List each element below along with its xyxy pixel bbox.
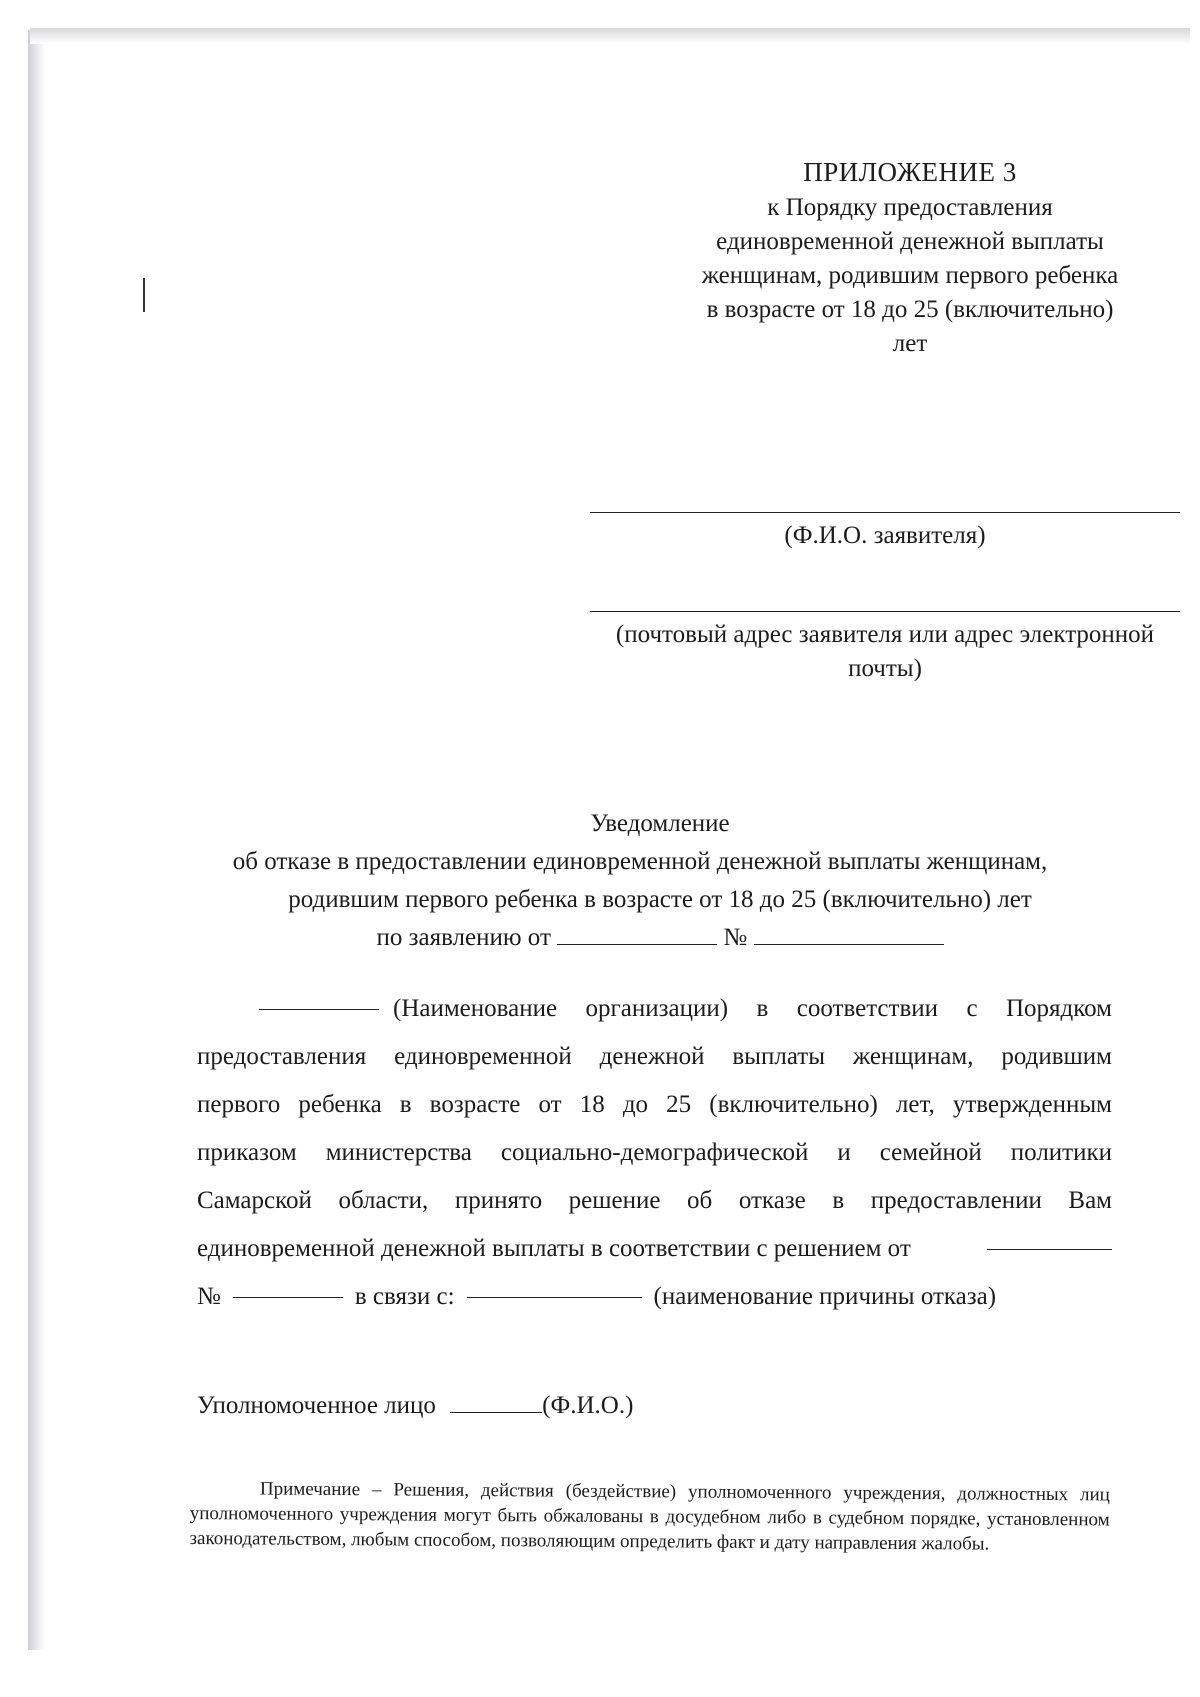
authorized-name-caption: (Ф.И.О.) [542, 1392, 634, 1419]
scan-edge-top [30, 28, 1190, 44]
authorized-label: Уполномоченное лицо [197, 1392, 436, 1419]
decision-number-sign: № [197, 1283, 221, 1310]
applicant-name-caption: (Ф.И.О. заявителя) [784, 522, 986, 549]
refusal-reason-blank[interactable] [467, 1273, 642, 1298]
appendix-line: лет [892, 330, 928, 357]
footnote [189, 1476, 1110, 1557]
margin-mark [143, 278, 145, 312]
body-line: Самарской области, принято решение об отказе в предоставлении Вам [197, 1187, 1112, 1214]
applicant-address-block [590, 611, 1180, 686]
body-line-text: (Наименование организации) в соответствии с Порядком [393, 995, 1112, 1022]
body-line: приказом министерства социально-демографической и семейной политики [197, 1139, 1112, 1166]
body-line [197, 1225, 1112, 1273]
authorized-person [197, 1388, 633, 1420]
appendix-line: к Порядку предоставления [767, 194, 1053, 221]
refusal-reason-caption: (наименование причины отказа) [653, 1283, 997, 1310]
notice-heading [160, 805, 1160, 957]
application-date-blank[interactable] [557, 920, 717, 945]
appendix-title: ПРИЛОЖЕНИЕ 3 [803, 157, 1017, 187]
appendix-line: в возрасте от 18 до 25 (включительно) [706, 296, 1114, 323]
appendix-line: женщинам, родившим первого ребенка [701, 262, 1119, 289]
applicant-address-caption-cont: почты) [848, 655, 922, 682]
applicant-name-block [590, 512, 1180, 553]
applicant-name-line[interactable] [590, 512, 1180, 513]
notice-title: Уведомление [590, 810, 730, 837]
notice-subtitle-line: родившим первого ребенка в возрасте от 18 до 25 (включительно) лет [288, 886, 1032, 913]
decision-date-blank[interactable] [987, 1225, 1112, 1250]
footnote-text: Примечание – Решения, действия (бездействие) уполномоченного учреждения, должностных лиц уполномоченного учреждения могут быть обжалованы в досудебном либо в судебном порядке, установленном законодательством, любым способом, позволяющим определить факт и дату направления жалобы. [189, 1478, 1110, 1555]
authorized-signature-blank[interactable] [450, 1388, 542, 1413]
appendix-line: единовременной денежной выплаты [716, 228, 1104, 255]
body-line-text: единовременной денежной выплаты в соответствии с решением от [197, 1235, 911, 1262]
appendix-block [660, 155, 1160, 361]
decision-number-blank[interactable] [233, 1273, 343, 1298]
body-line [197, 985, 1112, 1033]
scan-edge-left [28, 30, 46, 1650]
applicant-address-line[interactable] [590, 611, 1180, 612]
notice-body [197, 985, 1112, 1321]
applicant-address-caption: (почтовый адрес заявителя или адрес электронной [615, 621, 1155, 648]
application-number-sign: № [723, 924, 748, 951]
application-number-blank[interactable] [754, 920, 944, 945]
application-prefix: по заявлению от [376, 924, 551, 951]
body-line: предоставления единовременной денежной выплаты женщинам, родившим [197, 1043, 1112, 1070]
body-line: первого ребенка в возрасте от 18 до 25 (включительно) лет, утвержденным [197, 1091, 1112, 1118]
notice-subtitle-line: об отказе в предоставлении единовременной денежной выплаты женщинам, [232, 848, 1048, 875]
in-connection-label: в связи с: [354, 1283, 455, 1310]
organization-name-blank[interactable] [259, 985, 379, 1010]
body-line [197, 1273, 1112, 1321]
application-ref [160, 919, 1160, 957]
